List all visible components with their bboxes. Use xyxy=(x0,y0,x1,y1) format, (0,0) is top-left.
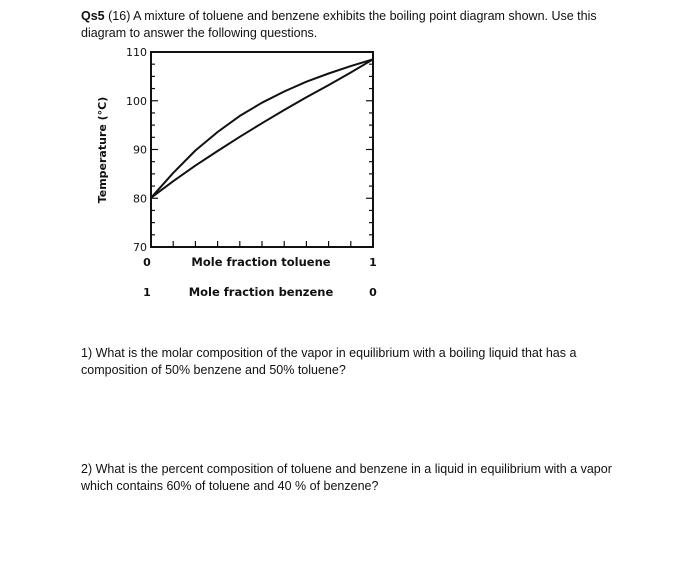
chart-frame xyxy=(151,52,373,247)
y-tick-label: 100 xyxy=(126,94,147,108)
x-axis-label: Mole fraction toluene xyxy=(191,255,331,269)
x2-axis-label: Mole fraction benzene xyxy=(188,285,334,299)
plot-frame xyxy=(151,52,373,247)
chart-curves xyxy=(151,59,373,198)
question-1: 1) What is the molar composition of the vapor in equilibrium with a boiling liquid that has a composition of 50% benzene and 50% toluene? xyxy=(81,346,577,377)
y-tick-label: 70 xyxy=(133,241,147,254)
x2-tick-label: 1 xyxy=(143,286,151,299)
question-intro: A mixture of toluene and benzene exhibits the boiling point diagram shown. Use this diagram to answer the following questions. xyxy=(81,9,597,40)
vapor-curve xyxy=(151,59,373,198)
question-points: (16) xyxy=(108,9,131,23)
question-2: 2) What is the percent composition of toluene and benzene in a liquid in equilibrium with a vapor which contains 60% of toluene and 40 % of benzene? xyxy=(81,462,612,493)
liquid-curve xyxy=(151,59,373,198)
x-tick-label: 0 xyxy=(143,256,151,269)
chart-labels xyxy=(96,46,377,299)
y-tick-label: 110 xyxy=(126,46,147,59)
x-tick-label: 1 xyxy=(369,256,377,269)
y-tick-label: 90 xyxy=(133,143,147,157)
question-id: Qs5 xyxy=(81,9,105,23)
y-axis-label: Temperature (°C) xyxy=(96,96,109,204)
y-tick-label: 80 xyxy=(133,192,147,206)
chart-ticks xyxy=(151,52,373,247)
x2-tick-label: 0 xyxy=(369,286,377,299)
